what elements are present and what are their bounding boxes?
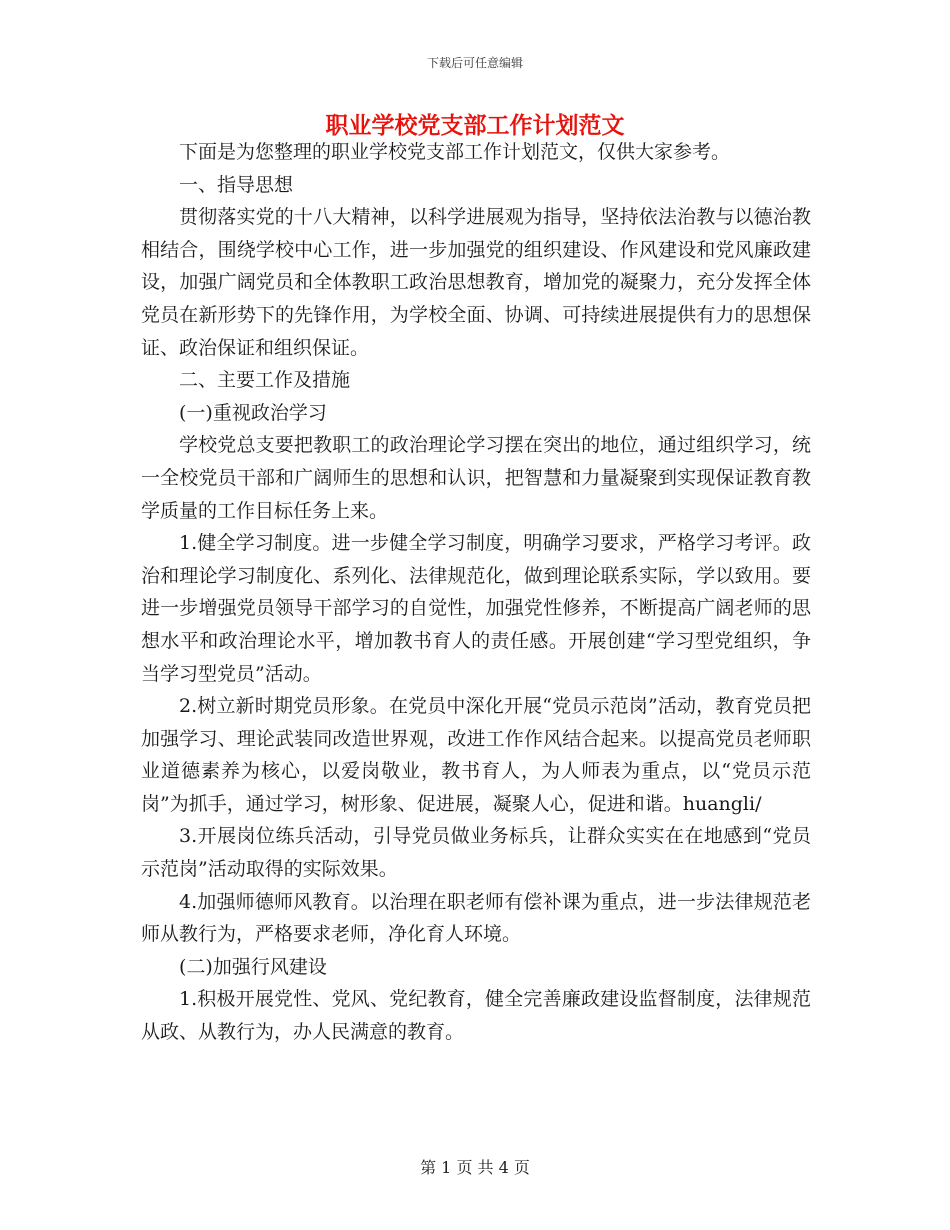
item-job-training: 3.开展岗位练兵活动，引导党员做业务标兵，让群众实实在在地感到“党员示范岗”活动取得的实际效果。 [141, 825, 811, 881]
political-study-paragraph: 学校党总支要把教职工的政治理论学习摆在突出的地位，通过组织学习，统一全校党员干部和广阔师生的思想和认识，把智慧和力量凝聚到实现保证教育教学质量的工作目标任务上来。 [141, 434, 811, 522]
subheading-conduct-building: (二)加强行风建设 [179, 955, 327, 978]
section-heading-guiding-ideology: 一、指导思想 [179, 173, 294, 196]
document-title: 职业学校党支部工作计划范文 [325, 112, 625, 139]
intro-paragraph: 下面是为您整理的职业学校党支部工作计划范文，仅供大家参考。 [179, 141, 731, 163]
item-party-education: 1.积极开展党性、党风、党纪教育，健全完善廉政建设监督制度，法律规范从政、从教行为，办人民满意的教育。 [141, 988, 811, 1044]
subheading-political-study: (一)重视政治学习 [179, 401, 327, 424]
document-body [141, 136, 811, 1049]
page-number: 第 1 页 共 4 页 [420, 1158, 530, 1177]
item-teacher-ethics: 4.加强师德师风教育。以治理在职老师有偿补课为重点，进一步法律规范老师从教行为，严格要求老师，净化育人环境。 [141, 890, 811, 946]
section-heading-main-work: 二、主要工作及措施 [179, 369, 351, 392]
guiding-ideology-paragraph: 贯彻落实党的十八大精神，以科学进展观为指导，坚持依法治教与以德治教相结合，围绕学校中心工作，进一步加强党的组织建设、作风建设和党风廉政建设，加强广阔党员和全体教职工政治思想教育，增加党的凝聚力，充分发挥全体党员在新形势下的先锋作用，为学校全面、协调、可持续进展提供有力的思想保证、政治保证和组织保证。 [141, 206, 811, 359]
item-study-system: 1.健全学习制度。进一步健全学习制度，明确学习要求，严格学习考评。政治和理论学习制度化、系列化、法律规范化，做到理论联系实际，学以致用。要进一步增强党员领导干部学习的自觉性，加强党性修养，不断提高广阔老师的思想水平和政治理论水平，增加教书育人的责任感。开展创建“学习型党组织，争当学习型党员”活动。 [141, 532, 811, 685]
header-note: 下载后可任意编辑 [426, 56, 523, 70]
item-member-image: 2.树立新时期党员形象。在党员中深化开展“党员示范岗”活动，教育党员把加强学习、理论武装同改造世界观，改进工作作风结合起来。以提高党员老师职业道德素养为核心，以爱岗敬业，教书育人，为人师表为重点，以“党员示范岗”为抓手，通过学习，树形象、促进展，凝聚人心，促进和谐。huangli/ [141, 695, 811, 815]
